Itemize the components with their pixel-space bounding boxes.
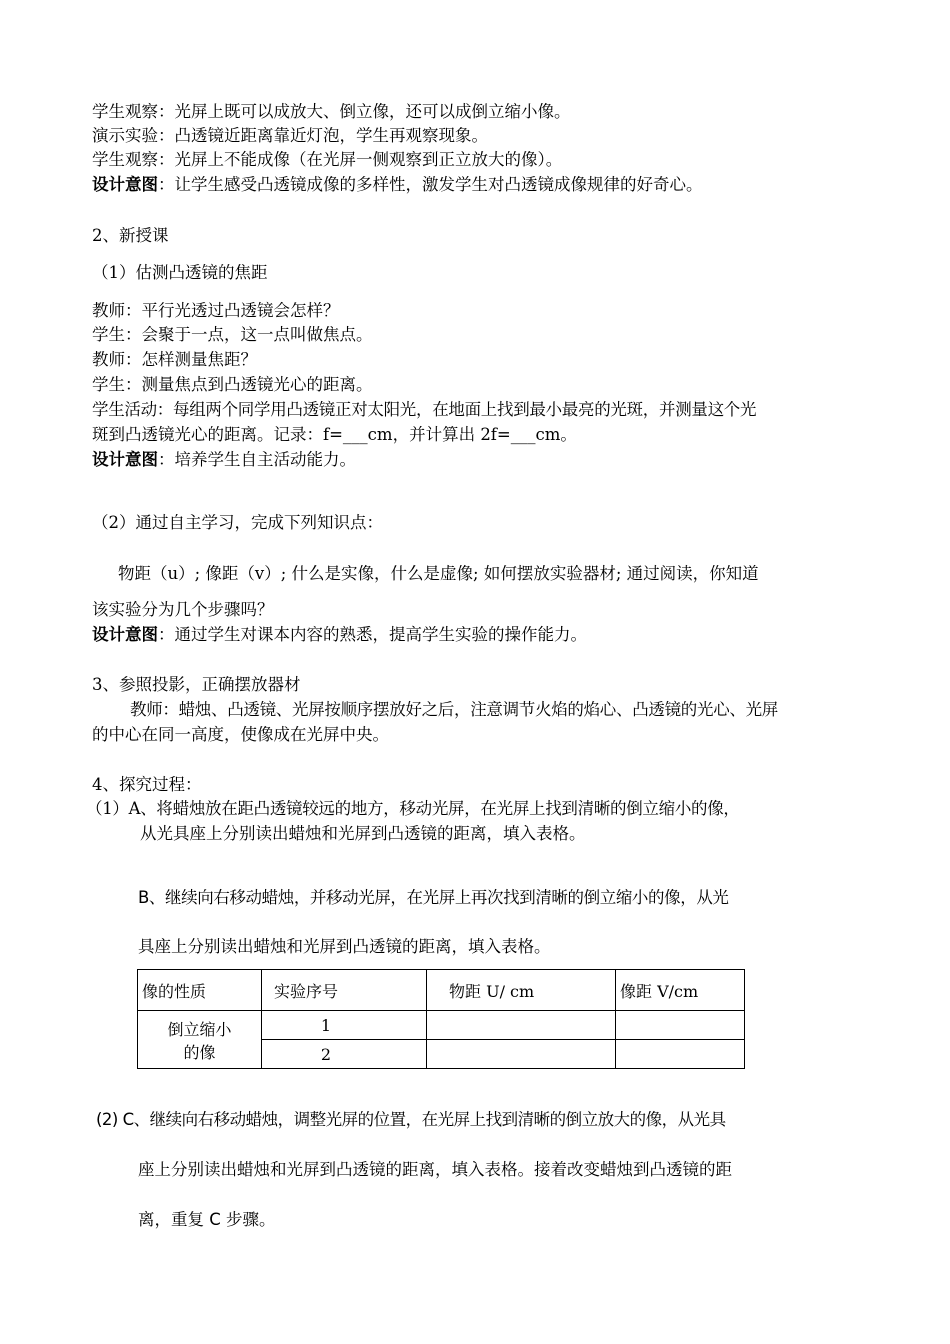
text-line: 离，重复 C 步骤。 (138, 1210, 276, 1229)
text-line: 该实验分为几个步骤吗？ (92, 600, 274, 619)
text-line: 的中心在同一高度，使像成在光屏中央。 (92, 725, 389, 744)
design-intent-line (92, 173, 703, 197)
text-line: 学生：测量焦点到凸透镜光心的距离。 (92, 375, 373, 394)
text-line: 教师：蜡烛、凸透镜、光屏按顺序摆放好之后，注意调节火焰的焰心、凸透镜的光心、光屏 (130, 700, 779, 719)
table-header-cell: 像距 V/cm (616, 970, 745, 1011)
table-row (138, 1011, 745, 1040)
text-line: 学生活动：每组两个同学用凸透镜正对太阳光，在地面上找到最小最亮的光斑，并测量这个光 (92, 400, 757, 419)
text-line: B、继续向右移动蜡烛，并移动光屏，在光屏上再次找到清晰的倒立缩小的像，从光 (138, 888, 729, 907)
row-label: 的像 (183, 1042, 216, 1062)
text-line: 演示实验：凸透镜近距离靠近灯泡，学生再观察现象。 (92, 126, 488, 145)
section-heading: 4、探究过程： (92, 775, 202, 794)
subsection-heading: （1）估测凸透镜的焦距 (92, 263, 268, 282)
design-intent-text: ：通过学生对课本内容的熟悉，提高学生实验的操作能力。 (158, 625, 587, 644)
empty-cell[interactable] (427, 1040, 616, 1069)
design-intent-text: ：培养学生自主活动能力。 (158, 450, 356, 469)
text-line: 物距（u）; 像距（v）; 什么是实像，什么是虚像; 如何摆放实验器材; 通过阅读，你知道 (118, 564, 759, 583)
design-intent-text: ：让学生感受凸透镜成像的多样性，激发学生对凸透镜成像规律的好奇心。 (158, 175, 703, 194)
empty-cell[interactable] (616, 1040, 745, 1069)
data-table (137, 969, 745, 1069)
text-line: 学生观察：光屏上既可以成放大、倒立像，还可以成倒立缩小像。 (92, 102, 571, 121)
table-header-cell: 物距 U/ cm (427, 970, 616, 1011)
empty-cell[interactable] (427, 1011, 616, 1040)
design-intent-label: 设计意图 (92, 450, 158, 469)
row-label: 倒立缩小 (167, 1019, 232, 1039)
text-line: 斑到凸透镜光心的距离。记录：f=___cm，并计算出 2f=___cm。 (92, 425, 577, 444)
table-header-row (138, 970, 745, 1011)
text-line: 从光具座上分别读出蜡烛和光屏到凸透镜的距离，填入表格。 (140, 824, 586, 843)
seq-cell: 1 (262, 1011, 427, 1040)
design-intent-line (92, 623, 587, 647)
table-header-cell: 像的性质 (138, 970, 262, 1011)
section-heading: 2、新授课 (92, 226, 169, 245)
text-line: （1）A、将蜡烛放在距凸透镜较远的地方，移动光屏，在光屏上找到清晰的倒立缩小的像， (86, 799, 740, 818)
subsection-heading: （2）通过自主学习，完成下列知识点： (92, 513, 383, 532)
seq-cell: 2 (262, 1040, 427, 1069)
design-intent-label: 设计意图 (92, 625, 158, 644)
table-header-cell: 实验序号 (262, 970, 427, 1011)
empty-cell[interactable] (616, 1011, 745, 1040)
section-heading: 3、参照投影，正确摆放器材 (92, 675, 301, 694)
text-line: 学生观察：光屏上不能成像（在光屏一侧观察到正立放大的像）。 (92, 150, 563, 169)
design-intent-line (92, 448, 356, 472)
text-line: (2) C、继续向右移动蜡烛，调整光屏的位置，在光屏上找到清晰的倒立放大的像，从光具 (96, 1110, 726, 1129)
design-intent-label: 设计意图 (92, 175, 158, 194)
text-line: 具座上分别读出蜡烛和光屏到凸透镜的距离，填入表格。 (138, 937, 551, 956)
row-label-cell (138, 1011, 262, 1069)
text-line: 座上分别读出蜡烛和光屏到凸透镜的距离，填入表格。接着改变蜡烛到凸透镜的距 (138, 1160, 732, 1179)
text-line: 学生：会聚于一点，这一点叫做焦点。 (92, 325, 373, 344)
text-line: 教师：平行光透过凸透镜会怎样？ (92, 301, 340, 320)
text-line: 教师：怎样测量焦距？ (92, 350, 257, 369)
